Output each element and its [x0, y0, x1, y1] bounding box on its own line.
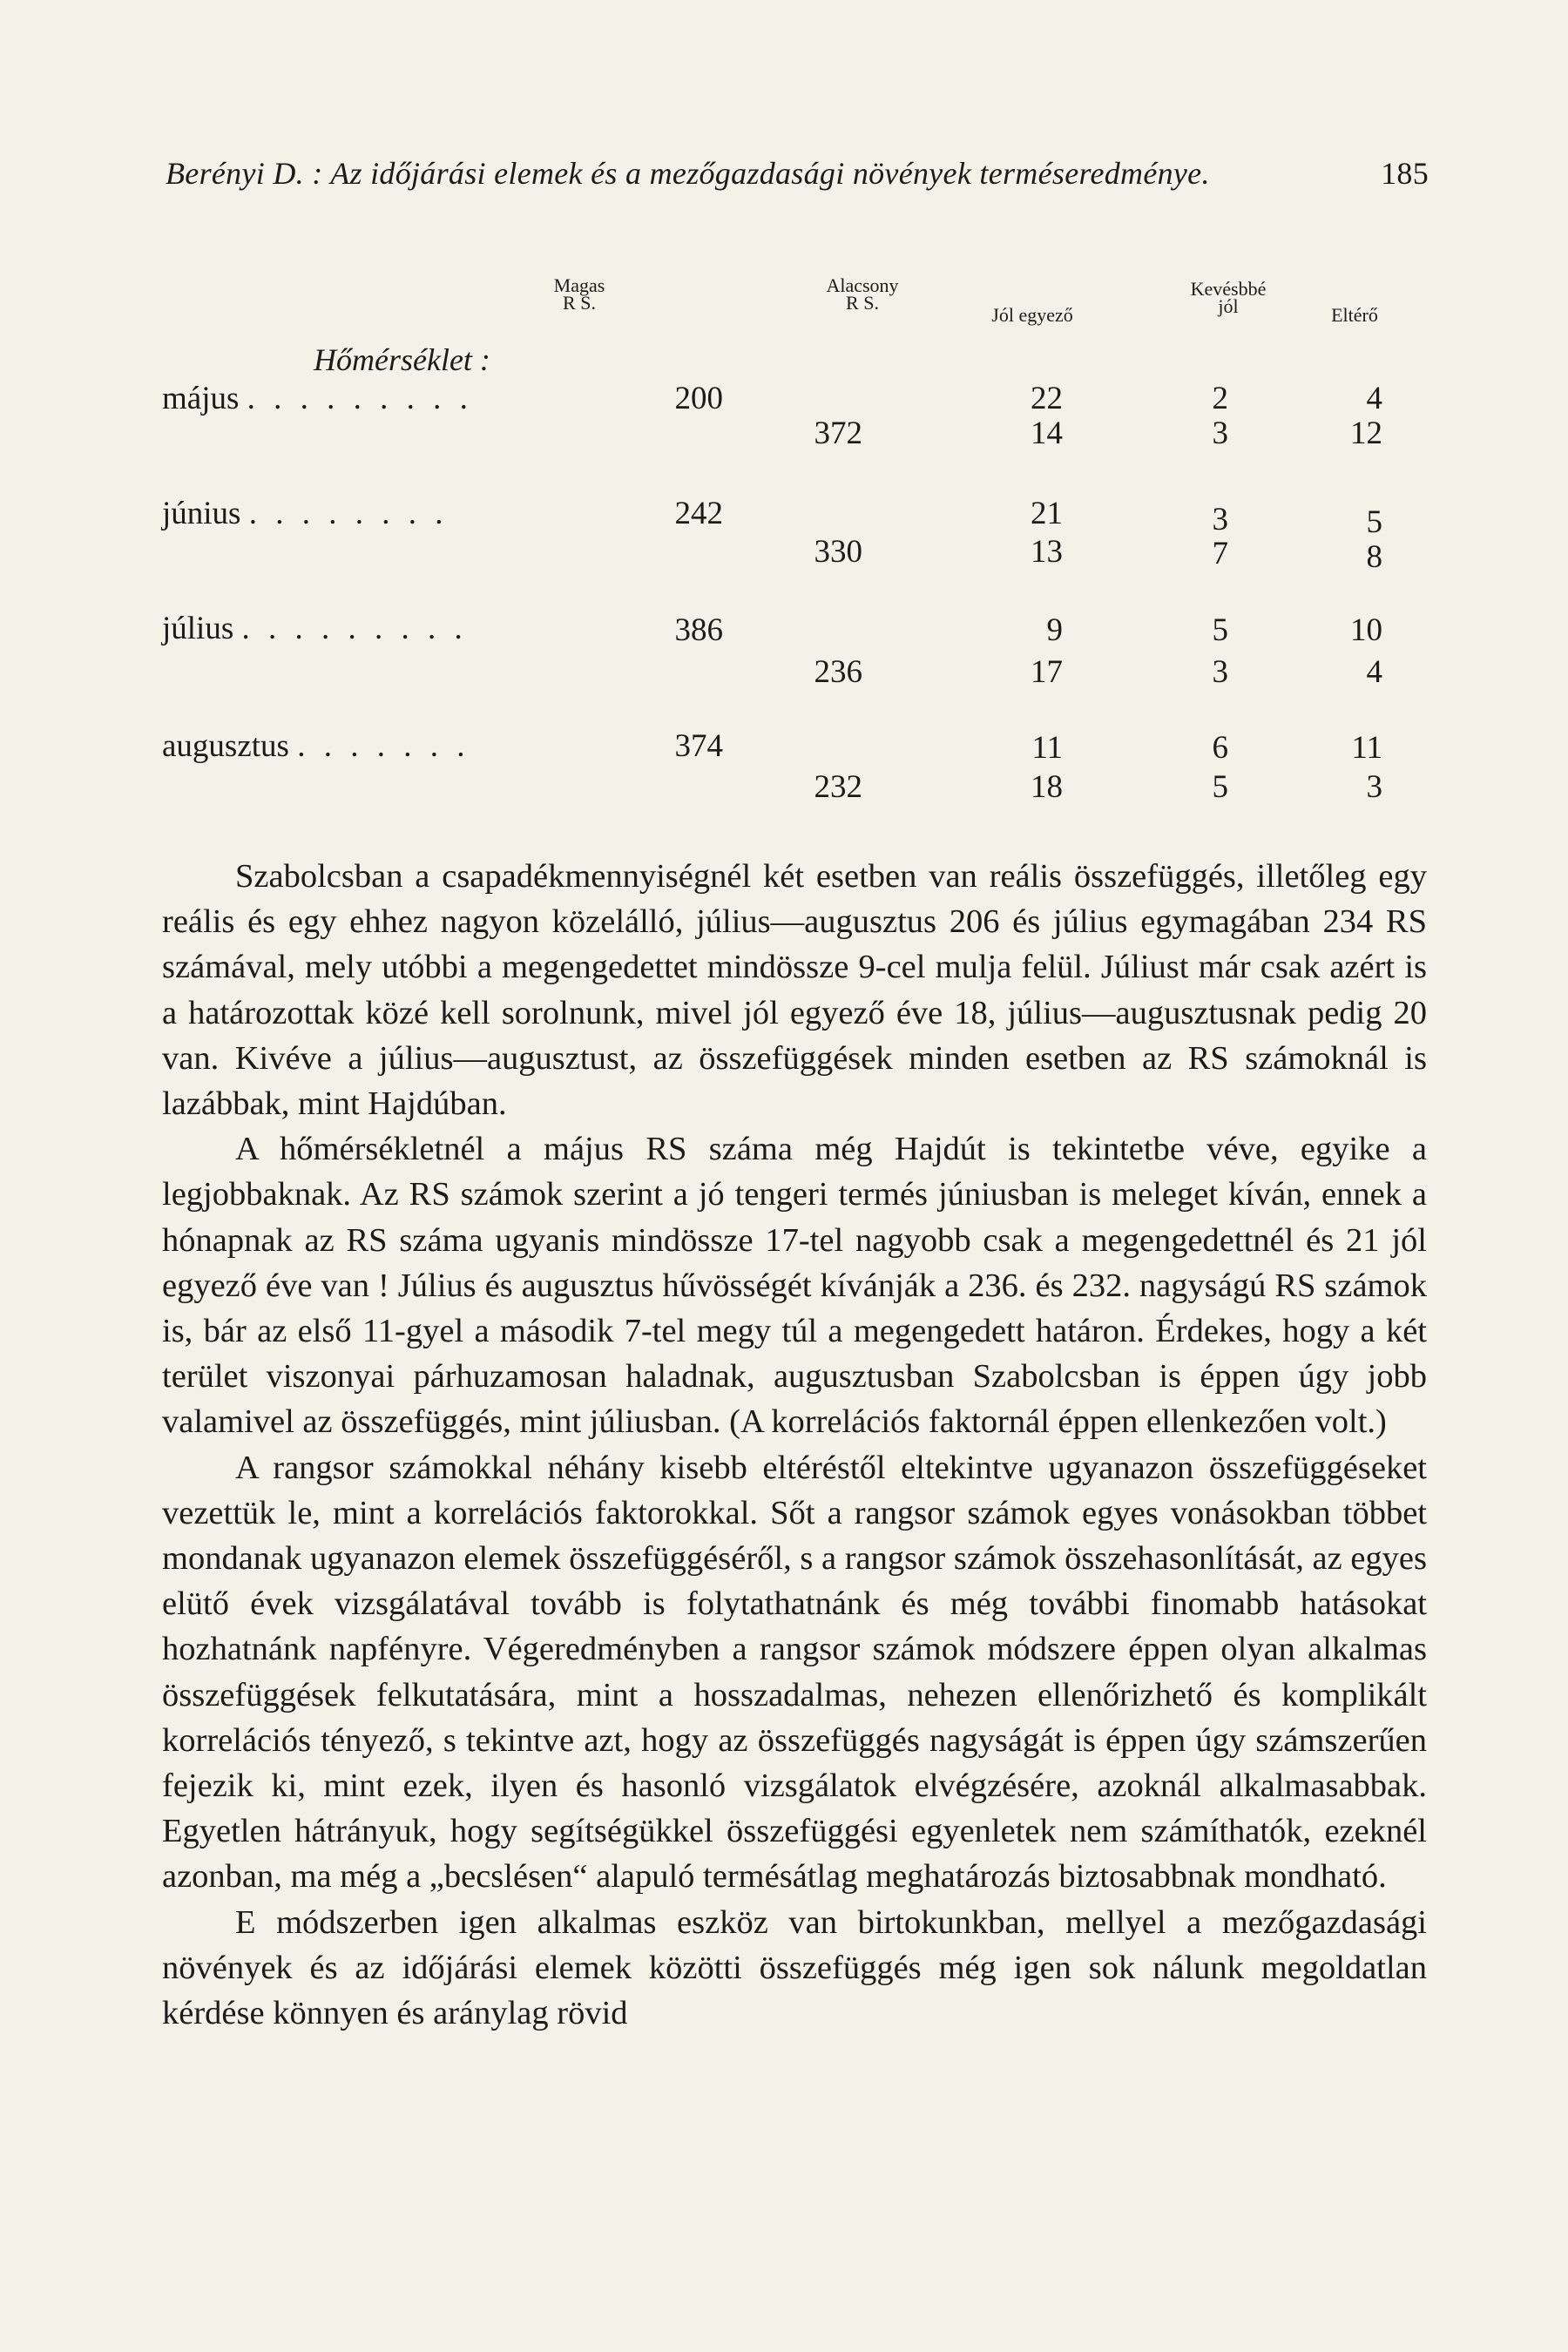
- header-magas-line1: Magas: [553, 274, 605, 296]
- row-label-augusztus: [162, 727, 470, 765]
- cell-eltero: 12: [1350, 416, 1382, 451]
- rank-table: [0, 0, 1568, 828]
- leader-dots: . . . . . . .: [297, 728, 470, 764]
- cell-alacsony: 330: [814, 534, 862, 570]
- header-jol-egyezo: Jól egyező: [991, 304, 1073, 326]
- cell-eltero: 4: [1366, 654, 1382, 690]
- cell-jol: 22: [1031, 381, 1063, 416]
- running-head-author: Berényi D. :: [166, 156, 323, 191]
- paragraph: A hőmérsékletnél a május RS száma még Hajdút is tekintetbe véve, egyike a legjobbaknak. Az RS számok szerint a jó tengeri termés júniusban is meleget kíván, ennek a hónapnak az RS száma ugyanis mindössze 17-tel nagyobb csak a megengedettnél és 21 jól egyező éve van ! Július és augusztus hűvösségét kívánják a 236. és 232. nagyságú RS számok is, bár az első 11-gyel a második 7-tel megy túl a megengedett határon. Érdekes, hogy a két terület viszonyai párhuzamosan haladnak, augusztusban Szabolcsban is éppen úgy jobb valamivel az összefüggés, mint júliusban. (A korrelációs faktornál éppen ellenkezően volt.): [162, 1131, 1427, 1441]
- cell-jol: 14: [1031, 416, 1063, 451]
- cell-eltero: 11: [1351, 730, 1382, 766]
- leader-dots: . . . . . . . .: [248, 496, 449, 531]
- cell-kevesbbe: 2: [1212, 381, 1228, 416]
- header-alacsony-line1: Alacsony: [826, 274, 899, 296]
- cell-eltero: 10: [1350, 612, 1382, 648]
- row-label-majus: [162, 380, 473, 417]
- cell-kevesbbe: 7: [1212, 536, 1228, 571]
- cell-kevesbbe: 6: [1212, 730, 1228, 766]
- header-alacsony-line2: R S.: [846, 292, 879, 314]
- cell-eltero: 4: [1366, 381, 1382, 416]
- cell-kevesbbe: 3: [1212, 416, 1228, 451]
- cell-jol: 9: [1046, 612, 1063, 648]
- month-label: július: [162, 611, 234, 646]
- paragraph: A rangsor számokkal néhány kisebb eltéréstől eltekintve ugyanazon összefüggéseket vezettük le, mint a korrelációs faktorokkal. Sőt a rangsor számok egyes vonásokban többet mondanak ugyanazon elemek összefüggéséről, s a rangsor számok összehasonlítását, az egyes elütő évek vizsgálatával tovább is folytathatnánk és még további finomabb hatásokat hozhatnánk napfényre. Végeredményben a rangsor számok módszere éppen olyan alkalmas összefüggések felkutatására, mint a hosszadalmas, nehezen ellenőrizhető és komplikált korrelációs tényező, s tekintve azt, hogy az összefüggés nagyságát is éppen úgy számszerűen fejezik ki, mint ezek, ilyen és hasonló vizsgálatok elvégzésére, azoknál alkalmasabbak. Egyetlen hátrányuk, hogy segítségükkel összefüggési egyenletek nem számíthatók, ezeknél azonban, ma még a „becslésen“ alapuló termésátlag meghatározás biztosabbnak mondható.: [162, 1449, 1427, 1896]
- page-number: 185: [1381, 156, 1429, 191]
- cell-alacsony: 372: [814, 416, 862, 451]
- section-label: Hőmérséklet :: [314, 342, 490, 377]
- cell-kevesbbe: 5: [1212, 612, 1228, 648]
- cell-kevesbbe: 3: [1212, 654, 1228, 690]
- row-label-julius: [162, 610, 468, 647]
- cell-magas: 374: [674, 728, 723, 764]
- header-magas-line2: R S.: [563, 292, 596, 314]
- row-label-junius: [162, 495, 448, 532]
- header-alacsony: [801, 274, 923, 314]
- body-text: [162, 854, 1427, 2036]
- cell-jol: 17: [1031, 654, 1063, 690]
- header-eltero: Eltérő: [1331, 304, 1378, 326]
- running-head-title: Az időjárási elemek és a mezőgazdasági növények terméseredménye.: [330, 156, 1210, 191]
- cell-jol: 18: [1031, 769, 1063, 805]
- cell-eltero: 8: [1366, 539, 1382, 575]
- month-label: június: [162, 496, 241, 531]
- cell-magas: 242: [674, 496, 723, 531]
- leader-dots: . . . . . . . . .: [241, 611, 468, 646]
- cell-jol: 21: [1031, 496, 1063, 531]
- leader-dots: . . . . . . . . .: [247, 381, 473, 416]
- cell-eltero: 5: [1366, 504, 1382, 540]
- header-kevesbbe: [1167, 280, 1289, 315]
- paragraph: E módszerben igen alkalmas eszköz van birtokunkban, mellyel a mezőgazdasági növények és az időjárási elemek közötti összefüggés még igen sok nálunk megoldatlan kérdése könnyen és aránylag rövid: [162, 1903, 1427, 2032]
- cell-magas: 386: [674, 612, 723, 648]
- header-kevesbbe-line2: jól: [1218, 295, 1239, 317]
- cell-kevesbbe: 3: [1212, 502, 1228, 537]
- paragraph: Szabolcsban a csapadékmennyiségnél két esetben van reális összefüggés, illetőleg egy reális és egy ehhez nagyon közelálló, július—augusztus 206 és július egymagában 234 RS számával, mely utóbbi a megengedettet mindössze 9-cel mulja felül. Júliust már csak azért is a határozottak közé kell sorolnunk, mivel jól egyező éve 18, július—augusztusnak pedig 20 van. Kivéve a július—augusztust, az összefüggések minden esetben az RS számoknál is lazábbak, mint Hajdúban.: [162, 858, 1427, 1123]
- month-label: augusztus: [162, 728, 289, 764]
- month-label: május: [162, 381, 240, 416]
- cell-alacsony: 236: [814, 654, 862, 690]
- cell-magas: 200: [674, 381, 723, 416]
- header-magas: [531, 274, 627, 314]
- cell-alacsony: 232: [814, 769, 862, 805]
- header-kevesbbe-line1: Kevésbbé: [1190, 278, 1267, 300]
- cell-eltero: 3: [1366, 769, 1382, 805]
- cell-jol: 11: [1031, 730, 1063, 766]
- cell-jol: 13: [1031, 534, 1063, 570]
- cell-kevesbbe: 5: [1212, 769, 1228, 805]
